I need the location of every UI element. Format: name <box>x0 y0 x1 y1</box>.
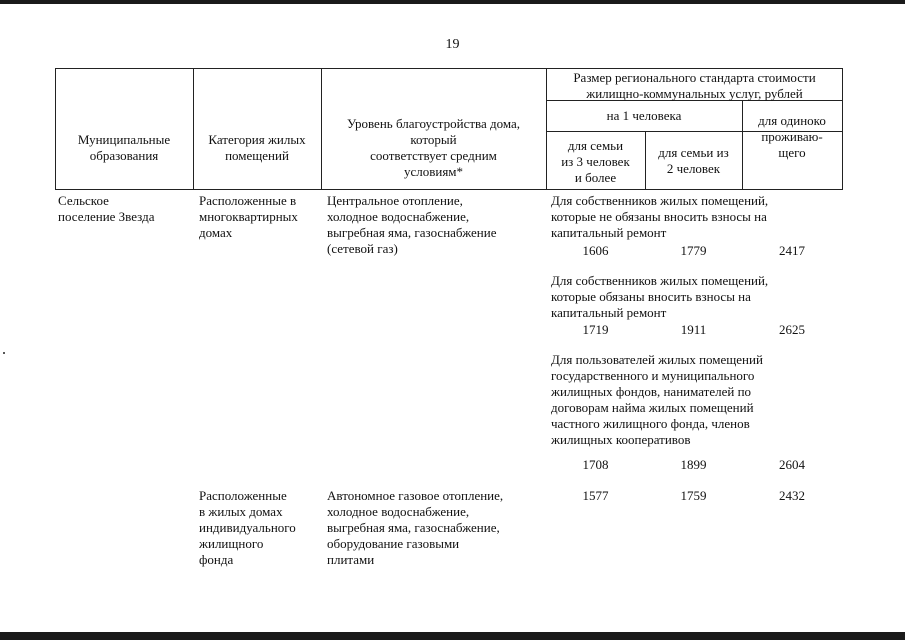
value-family2: 1899 <box>680 457 707 472</box>
value-single: 2417 <box>779 243 805 258</box>
col-divider-1 <box>193 68 194 190</box>
value-single: 2625 <box>779 322 805 337</box>
header-per-person: на 1 человека <box>606 108 682 123</box>
value-family2: 1759 <box>680 488 707 503</box>
header-amenities: Уровень благоустройства дома, который соответствует средним условиям* <box>346 116 521 179</box>
value-family3: 1708 <box>582 457 609 472</box>
amenities-apartment-cell: Центральное отопление, холодное водоснабжение, выгребная яма, газоснабжение (сетевой газ) <box>327 193 497 256</box>
header-family-2: для семьи из 2 человек <box>658 145 729 176</box>
table-top-border <box>55 68 843 69</box>
category-apartment-cell: Расположенные в многоквартирных домах <box>199 193 298 240</box>
group-caption-tenants: Для пользователей жилых помещений государственного и муниципального жилищных фондов, нанимателей по договорам найма жилых помещений частного жилищного фонда, членов жилищных кооперативов <box>551 352 763 447</box>
value-family3: 1606 <box>582 243 609 258</box>
value-family2: 1911 <box>680 322 707 337</box>
municipality-cell: Сельское поселение Звезда <box>58 193 155 224</box>
header-bottom-border <box>55 189 843 190</box>
value-single: 2604 <box>779 457 805 472</box>
top-scan-border <box>0 0 905 4</box>
value-family3: 1719 <box>582 322 609 337</box>
scan-speck <box>3 352 5 354</box>
amenities-individual-cell: Автономное газовое отопление, холодное водоснабжение, выгребная яма, газоснабжение, оборудование газовыми плитами <box>327 488 504 567</box>
group-caption-owners-paying: Для собственников жилых помещений, которые обязаны вносить взносы на капитальный ремонт <box>551 273 769 320</box>
value-family3: 1577 <box>582 488 609 503</box>
header-single: для одиноко проживаю- щего <box>758 113 826 160</box>
bottom-scan-border <box>0 632 905 640</box>
header-category: Категория жилых помещений <box>208 132 306 163</box>
value-single: 2432 <box>779 488 805 503</box>
category-individual-cell: Расположенные в жилых домах индивидуального жилищного фонда <box>199 488 296 567</box>
header-municipality: Муниципальные образования <box>77 132 171 163</box>
header-standard-title: Размер регионального стандарта стоимости жилищно-коммунальных услуг, рублей <box>573 70 816 101</box>
header-family-3: для семьи из 3 человек и более <box>561 138 630 185</box>
table-left-border <box>55 68 56 190</box>
value-family2: 1779 <box>680 243 707 258</box>
group-caption-owners-exempt: Для собственников жилых помещений, которые не обязаны вносить взносы на капитальный ремонт <box>551 193 769 240</box>
page-number: 19 <box>445 37 460 52</box>
